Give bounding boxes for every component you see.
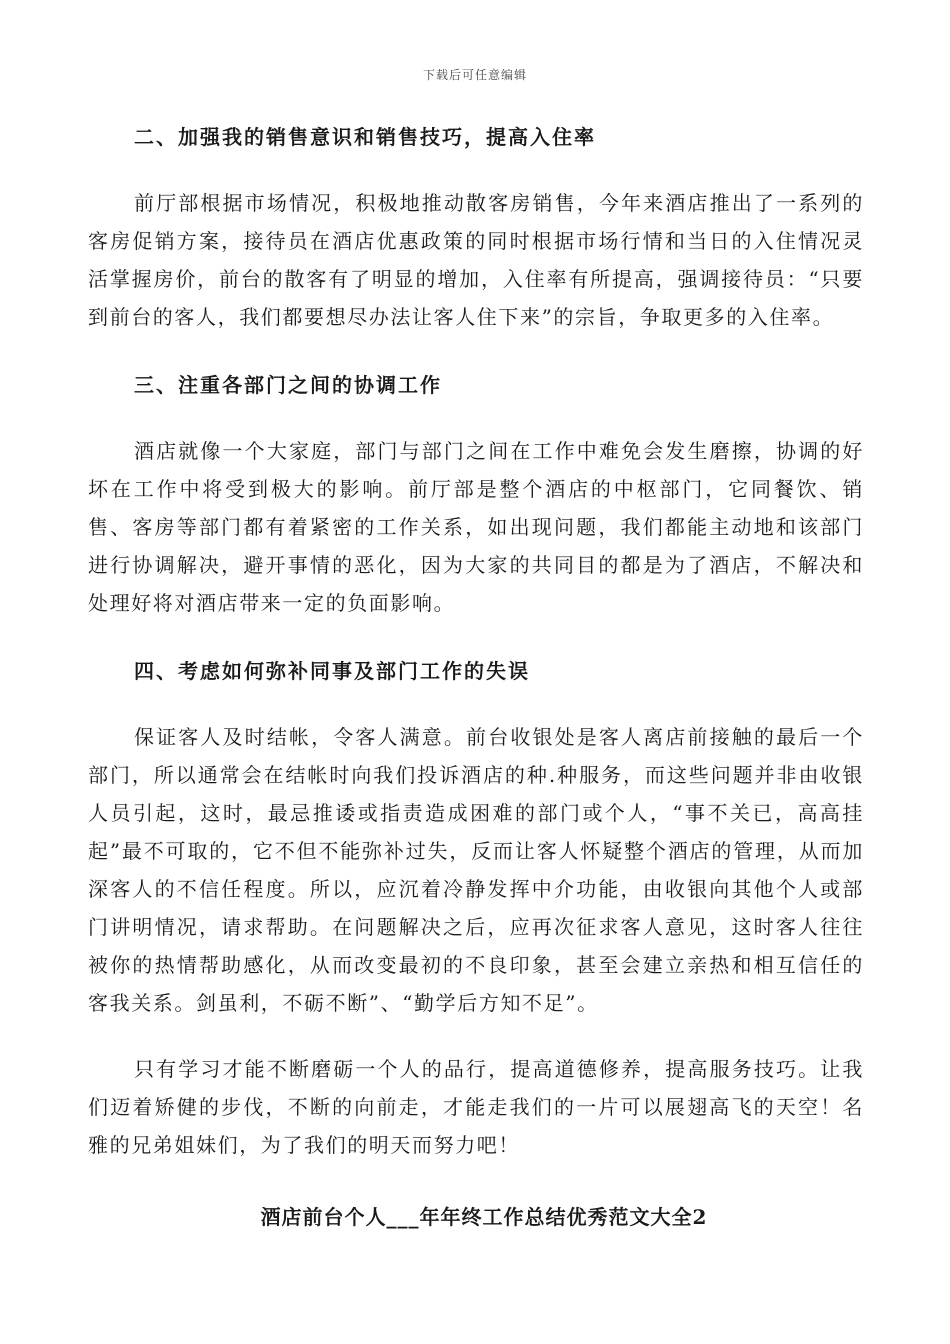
section-4-paragraph-2: 只有学习才能不断磨砺一个人的品行，提高道德修养，提高服务技巧。让我们迈着矫健的步伐，不断的向前走，才能走我们的一片可以展翅高飞的天空！名雅的兄弟姐妹们，为了我们的明天而努力吧！ xyxy=(88,1057,864,1157)
next-document-title: 酒店前台个人___年年终工作总结优秀范文大全2 xyxy=(260,1205,708,1229)
section-heading-4: 四、考虑如何弥补同事及部门工作的失误 xyxy=(134,659,530,683)
section-heading-2: 二、加强我的销售意识和销售技巧，提高入住率 xyxy=(134,125,596,149)
header-note: 下载后可任意编辑 xyxy=(422,68,527,82)
document-body xyxy=(88,118,864,1256)
section-heading-3: 三、注重各部门之间的协调工作 xyxy=(134,373,442,397)
section-4-paragraph-1: 保证客人及时结帐，令客人满意。前台收银处是客人离店前接触的最后一个部门，所以通常会在结帐时向我们投诉酒店的种.种服务，而这些问题并非由收银人员引起，这时，最忌推诿或指责造成困难的部门或个人，“事不关已，高高挂起”最不可取的，它不但不能弥补过失，反而让客人怀疑整个酒店的管理，从而加深客人的不信任程度。所以，应沉着冷静发挥中介功能，由收银向其他个人或部门讲明情况，请求帮助。在问题解决之后，应再次征求客人意见，这时客人往往被你的热情帮助感化，从而改变最初的不良印象，甚至会建立亲热和相互信任的客我关系。剑虽利，不砺不断”、“勤学后方知不足”。 xyxy=(88,725,864,1015)
section-2-paragraph: 前厅部根据市场情况，积极地推动散客房销售，今年来酒店推出了一系列的客房促销方案，接待员在酒店优惠政策的同时根据市场行情和当日的入住情况灵活掌握房价，前台的散客有了明显的增加，入住率有所提高，强调接待员：“只要到前台的客人，我们都要想尽办法让客人住下来”的宗旨，争取更多的入住率。 xyxy=(88,191,864,329)
section-3-paragraph: 酒店就像一个大家庭，部门与部门之间在工作中难免会发生磨擦，协调的好坏在工作中将受到极大的影响。前厅部是整个酒店的中枢部门，它同餐饮、销售、客房等部门都有着紧密的工作关系，如出现问题，我们都能主动地和该部门进行协调解决，避开事情的恶化，因为大家的共同目的都是为了酒店，不解决和处理好将对酒店带来一定的负面影响。 xyxy=(88,439,864,615)
